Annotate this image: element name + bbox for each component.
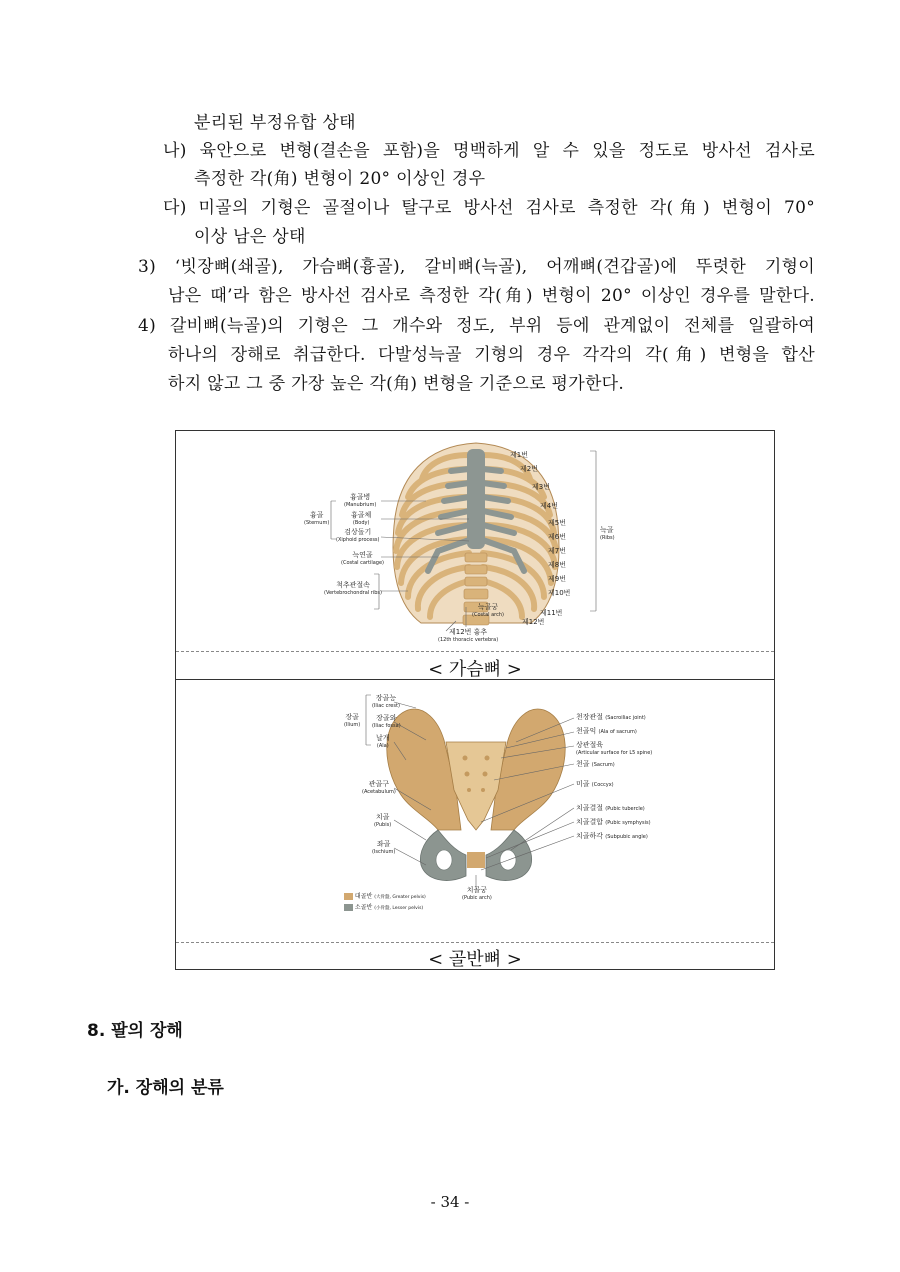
label-pubic-tubercle xyxy=(576,804,645,813)
label-xiphoid-ko: 검상돌기 xyxy=(344,528,372,536)
subsection-heading: 가. 장해의 분류 xyxy=(107,1078,224,1098)
label-pubic-symphysis-en: (Pubic symphysis) xyxy=(605,820,651,826)
label-sacroiliac-joint-en: (Sacroiliac joint) xyxy=(605,715,646,721)
label-body-ko: 흉골체 xyxy=(351,511,372,519)
label-manubrium-ko: 흉골병 xyxy=(349,493,371,501)
text-line-2: 나) 육안으로 변형(결손을 포함)을 명백하게 알 수 있을 정도로 방사선 검사로 xyxy=(163,141,815,161)
label-subpubic-angle-en: (Subpubic angle) xyxy=(605,834,648,840)
label-costal-cartilage-en: (Costal cartilage) xyxy=(341,560,384,566)
label-costal-cartilage-ko: 늑연골 xyxy=(352,551,373,559)
label-pubic-tubercle-ko: 치골결절 xyxy=(576,804,604,812)
label-body-en: (Body) xyxy=(352,520,370,526)
label-12th-thoracic-en: (12th thoracic vertebra) xyxy=(438,637,499,643)
label-articular-surface xyxy=(576,741,652,757)
label-subpubic-angle xyxy=(576,832,648,841)
text-line-7: 남은 때’라 함은 방사선 검사로 측정한 각(角) 변형이 20° 이상인 경우를 말한다. xyxy=(168,286,815,306)
text-line-1: 분리된 부정유합 상태 xyxy=(194,113,356,133)
label-pubic-arch xyxy=(462,886,492,902)
label-costal-cartilage xyxy=(341,551,384,567)
label-iliac-crest-ko: 장골능 xyxy=(375,694,397,702)
label-rib-1: 제1번 xyxy=(510,451,528,459)
legend-item-greater-pelvis xyxy=(344,892,426,903)
legend-greater-ko: 대골반 xyxy=(354,893,373,900)
label-iliac-fossa-en: (Iliac fossa) xyxy=(372,723,401,729)
page-number: - 34 - xyxy=(430,1193,470,1211)
label-ribs xyxy=(600,526,615,542)
label-ischium xyxy=(372,840,395,856)
label-ilium xyxy=(344,713,360,729)
figure-caption-pelvis: < 골반뼈 > xyxy=(428,949,522,970)
label-pubis-ko: 치골 xyxy=(375,813,390,821)
caption-separator-2 xyxy=(176,942,774,943)
label-articular-surface-en: (Articular surface for L5 spine) xyxy=(576,750,653,756)
label-pubic-arch-en: (Pubic arch) xyxy=(462,895,492,901)
label-ala-ko: 날개 xyxy=(376,734,390,742)
label-pubic-symphysis-ko: 치골결합 xyxy=(576,818,604,826)
legend-item-lesser-pelvis xyxy=(344,903,426,914)
label-iliac-fossa xyxy=(372,714,401,730)
label-ala-sacrum xyxy=(576,727,637,736)
label-iliac-crest xyxy=(372,694,400,710)
label-sacrum-en: (Sacrum) xyxy=(591,762,615,768)
label-coccyx-ko: 미골 xyxy=(576,780,590,788)
label-ala xyxy=(376,734,390,750)
legend-lesser-en: (小骨盤, Lesser pelvis) xyxy=(374,906,424,911)
label-subpubic-angle-ko: 치골하각 xyxy=(576,832,604,840)
label-xiphoid-en: (Xiphoid process) xyxy=(336,537,380,543)
label-rib-12: 제12번 xyxy=(522,618,545,626)
label-rib-7: 제7번 xyxy=(548,547,566,555)
label-sternum xyxy=(304,511,329,527)
label-costal-arch-en: (Costal arch) xyxy=(472,612,504,618)
caption-separator-1 xyxy=(176,651,774,652)
label-iliac-crest-en: (Iliac crest) xyxy=(372,703,400,709)
label-pubic-arch-ko: 치골궁 xyxy=(466,886,488,894)
label-vertebrochondral-ko: 척추관절속 xyxy=(336,581,370,589)
label-pubis xyxy=(374,813,391,829)
label-vertebrochondral xyxy=(324,581,382,597)
label-ribs-ko: 늑골 xyxy=(600,526,614,534)
legend-swatch-greater xyxy=(344,893,353,900)
legend-greater-en: (大骨盤, Greater pelvis) xyxy=(374,895,426,900)
label-sacrum-ko: 천골 xyxy=(576,760,590,768)
label-ribs-en: (Ribs) xyxy=(600,535,615,541)
label-sternum-en: (Sternum) xyxy=(304,520,330,526)
label-sacrum xyxy=(576,760,615,769)
figure-box xyxy=(175,430,775,970)
pelvis-labels xyxy=(176,680,774,942)
text-line-10: 하지 않고 그 중 가장 높은 각(角) 변형을 기준으로 평가한다. xyxy=(168,374,625,394)
label-manubrium-en: (Manubrium) xyxy=(344,502,377,508)
text-line-3: 측정한 각(角) 변형이 20° 이상인 경우 xyxy=(194,169,486,189)
label-ala-sacrum-ko: 천골익 xyxy=(576,727,597,735)
label-rib-5: 제5번 xyxy=(548,519,566,527)
label-pubis-en: (Pubis) xyxy=(374,822,392,828)
legend-swatch-lesser xyxy=(344,904,353,911)
text-line-5: 이상 남은 상태 xyxy=(194,227,306,247)
label-ala-sacrum-en: (Ala of sacrum) xyxy=(598,729,637,735)
label-rib-3: 제3번 xyxy=(532,483,550,491)
label-coccyx-en: (Coccyx) xyxy=(591,782,614,788)
label-coccyx xyxy=(576,780,614,789)
label-sacroiliac-joint xyxy=(576,713,646,722)
label-acetabulum xyxy=(362,780,396,796)
label-rib-6: 제6번 xyxy=(548,533,566,541)
label-pubic-symphysis xyxy=(576,818,651,827)
label-acetabulum-en: (Acetabulum) xyxy=(362,789,396,795)
text-line-4: 다) 미골의 기형은 골절이나 탈구로 방사선 검사로 측정한 각(角) 변형이 70° xyxy=(163,198,815,218)
label-rib-8: 제8번 xyxy=(548,561,566,569)
label-pubic-tubercle-en: (Pubic tubercle) xyxy=(605,806,645,812)
text-line-6: 3) ‘빗장뼈(쇄골), 가슴뼈(흉골), 갈비뼈(늑골), 어깨뼈(견갑골)에 뚜렷한 기형이 xyxy=(138,257,815,277)
label-ilium-ko: 장골 xyxy=(345,713,359,721)
label-iliac-fossa-ko: 장골와 xyxy=(376,714,397,722)
label-rib-11: 제11번 xyxy=(540,609,563,617)
label-manubrium xyxy=(344,493,376,509)
label-rib-9: 제9번 xyxy=(548,575,566,583)
label-sacroiliac-joint-ko: 천장관절 xyxy=(576,713,604,721)
label-vertebrochondral-en: (Vertebrochondral ribs) xyxy=(324,590,382,596)
figure-caption-chest: < 가슴뼈 > xyxy=(428,659,522,680)
legend-lesser-ko: 소골반 xyxy=(354,904,373,911)
label-rib-10: 제10번 xyxy=(548,589,571,597)
legend xyxy=(344,892,426,914)
label-12th-thoracic-ko: 제12번 흉추 xyxy=(449,628,488,636)
label-body xyxy=(351,511,371,527)
label-costal-arch-ko: 늑골궁 xyxy=(477,603,499,611)
text-line-9: 하나의 장해로 취급한다. 다발성늑골 기형의 경우 각각의 각(角) 변형을 합산 xyxy=(168,345,815,365)
label-sternum-ko: 흉골 xyxy=(309,511,324,519)
label-xiphoid xyxy=(336,528,379,544)
label-rib-4: 제4번 xyxy=(540,502,558,510)
label-ilium-en: (Ilium) xyxy=(344,722,361,728)
label-ischium-en: (Ischium) xyxy=(372,849,396,855)
section-heading: 8. 팔의 장해 xyxy=(87,1021,183,1041)
label-costal-arch xyxy=(472,603,504,619)
label-ischium-ko: 좌골 xyxy=(376,840,391,848)
ribcage-labels xyxy=(176,431,774,649)
label-articular-surface-ko: 상관절육 xyxy=(576,741,604,749)
label-rib-2: 제2번 xyxy=(520,465,538,473)
label-ala-en: (Ala) xyxy=(376,743,389,749)
label-12th-thoracic xyxy=(438,628,498,644)
text-line-8: 4) 갈비뼈(늑골)의 기형은 그 개수와 정도, 부위 등에 관계없이 전체를 일괄하여 xyxy=(138,316,815,336)
label-acetabulum-ko: 관골구 xyxy=(368,780,390,788)
